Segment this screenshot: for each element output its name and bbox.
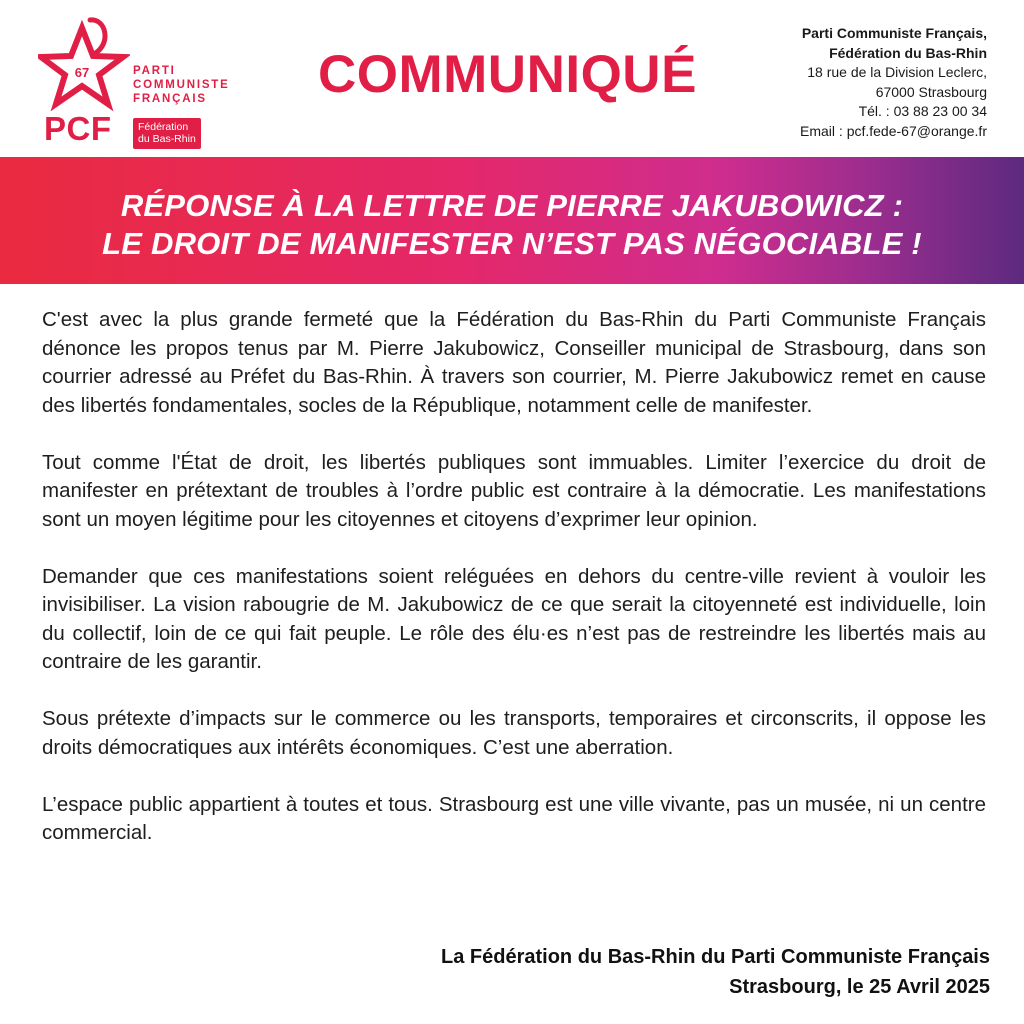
contact-email: Email : pcf.fede-67@orange.fr bbox=[800, 122, 987, 139]
headline-title bbox=[0, 187, 1024, 263]
headline-line: LE DROIT DE MANIFESTER N’EST PAS NÉGOCIABLE ! bbox=[102, 226, 922, 261]
star-logo-icon bbox=[38, 14, 130, 114]
logo-name-line: FRANÇAIS bbox=[133, 93, 207, 105]
logo-number: 67 bbox=[74, 65, 90, 80]
body-paragraph: C'est avec la plus grande fermeté que la Fédération du Bas-Rhin du Parti Communiste Français dénonce les propos tenus par M. Pierre Jakubowicz, Conseiller municipal de Strasbourg, dans son courrier adressé au Préfet du Bas-Rhin. À travers son courrier, M. Pierre Jakubowicz remet en cause des libertés fondamentales, socles de la République, notamment celle de manifester. bbox=[42, 308, 986, 417]
pcf-logo bbox=[38, 14, 248, 147]
logo-name-line: PARTI bbox=[133, 65, 176, 77]
headline-line: RÉPONSE À LA LETTRE DE PIERRE JAKUBOWICZ : bbox=[120, 188, 904, 223]
signature-date: Strasbourg, le 25 Avril 2025 bbox=[729, 976, 990, 998]
badge-line: Fédération bbox=[138, 121, 189, 133]
document-type-title: COMMUNIQUÉ bbox=[318, 45, 697, 104]
contact-block bbox=[800, 24, 987, 141]
contact-org-line: Parti Communiste Français, bbox=[801, 25, 987, 41]
headline-banner bbox=[0, 157, 1024, 284]
body-paragraph: Sous prétexte d’impacts sur le commerce ou les transports, temporaires et circonscrits, il oppose les droits démocratiques aux intérêts économiques. C’est une aberration. bbox=[42, 707, 986, 759]
logo-party-name bbox=[133, 64, 230, 106]
statement-body bbox=[42, 306, 986, 876]
contact-address-line: 18 rue de la Division Leclerc, bbox=[807, 64, 987, 80]
body-paragraph: Tout comme l'État de droit, les libertés publiques sont immuables. Limiter l’exercice du droit de manifester en prétextant de troubles à l’ordre public est contraire à la démocratie. Les manifestations sont un moyen légitime pour les citoyennes et citoyens d’exprimer leur opinion. bbox=[42, 450, 986, 531]
logo-name-line: COMMUNISTE bbox=[133, 79, 230, 91]
contact-phone: Tél. : 03 88 23 00 34 bbox=[858, 103, 987, 119]
signature-block bbox=[441, 942, 990, 1002]
badge-line: du Bas-Rhin bbox=[138, 133, 196, 145]
logo-acronym: PCF bbox=[44, 110, 112, 147]
signature-author: La Fédération du Bas-Rhin du Parti Communiste Français bbox=[441, 946, 990, 968]
federation-badge bbox=[133, 118, 201, 149]
contact-org-line: Fédération du Bas-Rhin bbox=[829, 44, 987, 61]
body-paragraph: L’espace public appartient à toutes et tous. Strasbourg est une ville vivante, pas un musée, ni un centre commercial. bbox=[42, 792, 986, 844]
body-paragraph: Demander que ces manifestations soient reléguées en dehors du centre-ville revient à vouloir les invisibiliser. La vision rabougrie de M. Jakubowicz de ce que serait la citoyenneté est individuelle, loin du collectif, loin de ce qui fait peuple. Le rôle des élu·es n’est pas de restreindre les libertés mais au contraire de les garantir. bbox=[42, 564, 986, 673]
contact-address-line: 67000 Strasbourg bbox=[875, 83, 987, 100]
